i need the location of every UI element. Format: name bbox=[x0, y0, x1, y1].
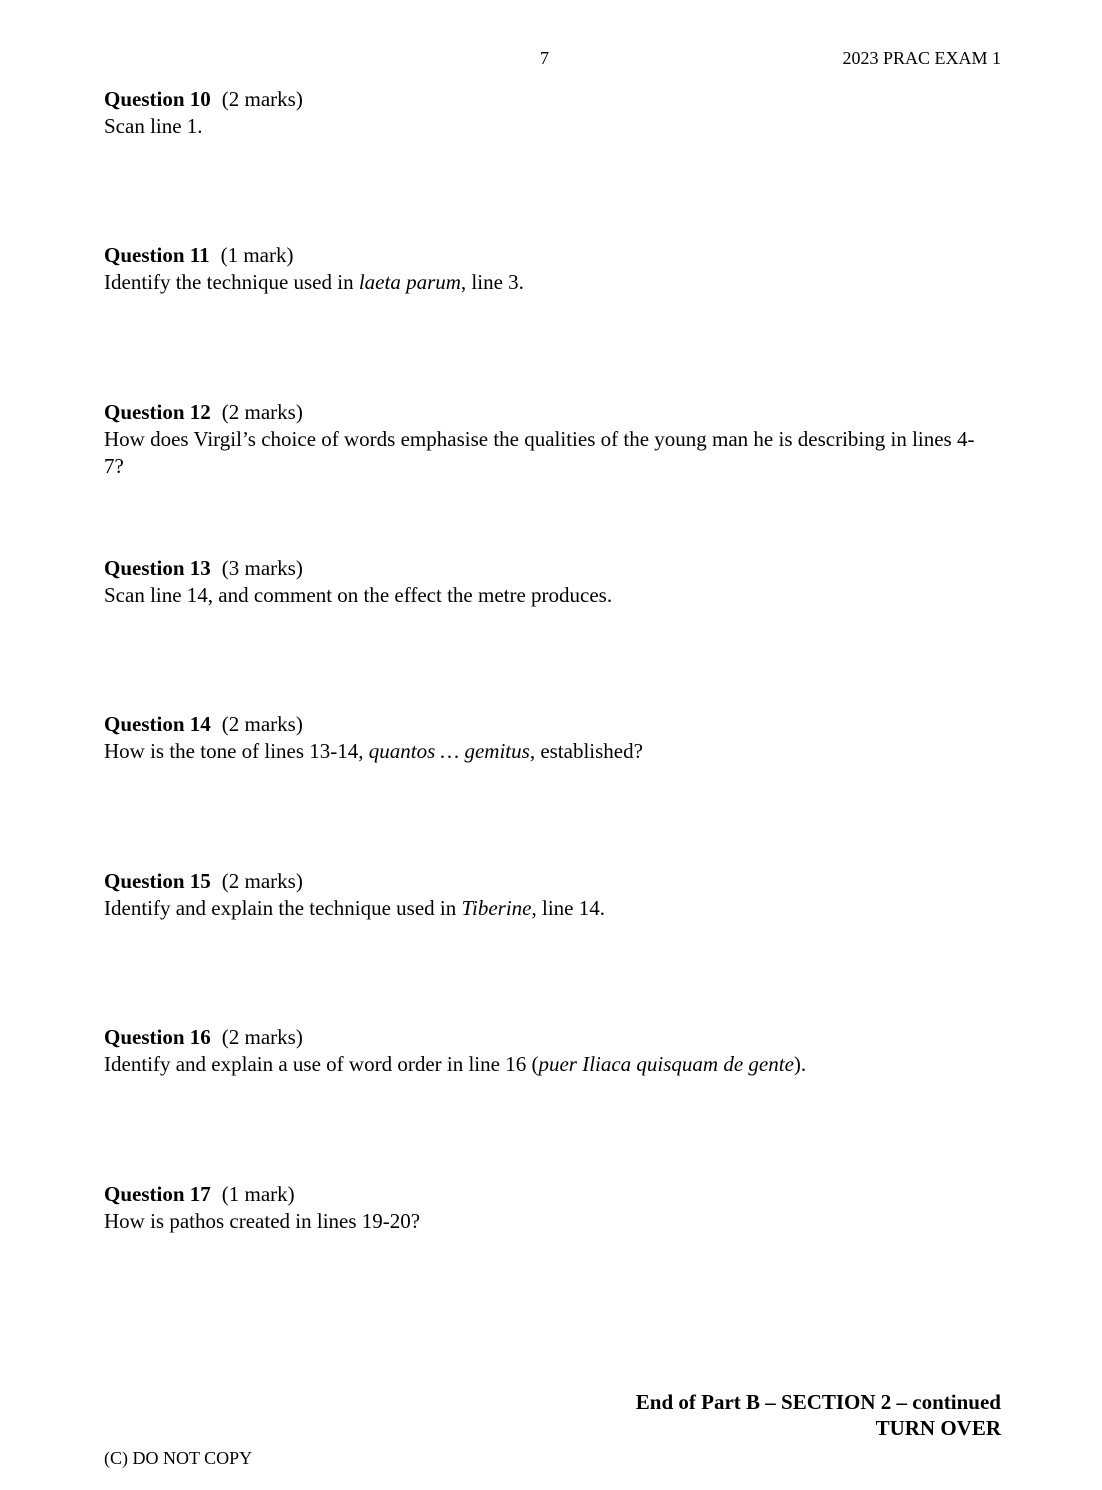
question-13 bbox=[104, 555, 984, 609]
question-heading bbox=[104, 242, 984, 269]
question-16 bbox=[104, 1024, 984, 1078]
question-marks: (3 marks) bbox=[221, 556, 303, 580]
question-heading bbox=[104, 711, 984, 738]
question-text bbox=[104, 269, 984, 296]
question-text bbox=[104, 582, 984, 609]
question-number: Question 12 bbox=[104, 400, 211, 424]
question-11 bbox=[104, 242, 984, 296]
question-text-part: , line 3. bbox=[460, 270, 524, 294]
question-number: Question 10 bbox=[104, 87, 211, 111]
copyright-notice: (C) DO NOT COPY bbox=[104, 1448, 253, 1468]
question-15 bbox=[104, 868, 984, 922]
question-10 bbox=[104, 86, 984, 140]
question-number: Question 11 bbox=[104, 243, 210, 267]
question-number: Question 13 bbox=[104, 556, 211, 580]
question-number: Question 17 bbox=[104, 1182, 211, 1206]
question-text bbox=[104, 1051, 984, 1078]
exam-title: 2023 PRAC EXAM 1 bbox=[842, 48, 1001, 68]
question-text bbox=[104, 895, 984, 922]
end-of-part-note bbox=[636, 1389, 1001, 1441]
question-text-part: , line 14. bbox=[531, 896, 605, 920]
question-text bbox=[104, 1208, 984, 1235]
question-text-part: Identify and explain a use of word order in line 16 ( bbox=[104, 1052, 539, 1076]
question-heading bbox=[104, 1024, 984, 1051]
question-12 bbox=[104, 399, 984, 480]
question-text bbox=[104, 738, 984, 765]
latin-phrase: quantos … gemitus bbox=[368, 739, 530, 763]
question-marks: (2 marks) bbox=[221, 400, 303, 424]
question-text-part: How is the tone of lines 13-14, bbox=[104, 739, 369, 763]
question-text bbox=[104, 426, 984, 480]
question-heading bbox=[104, 1181, 984, 1208]
question-text-part: , established? bbox=[529, 739, 643, 763]
question-marks: (2 marks) bbox=[221, 87, 303, 111]
question-text bbox=[104, 113, 984, 140]
question-text-part: How does Virgil’s choice of words emphasise the qualities of the young man he is describing in lines 4-7? bbox=[104, 427, 975, 478]
question-heading bbox=[104, 868, 984, 895]
latin-phrase: laeta parum bbox=[358, 270, 461, 294]
question-heading bbox=[104, 555, 984, 582]
turn-over-label: TURN OVER bbox=[875, 1416, 1001, 1440]
question-14 bbox=[104, 711, 984, 765]
question-text-part: Scan line 1. bbox=[104, 114, 203, 138]
question-marks: (2 marks) bbox=[221, 869, 303, 893]
end-of-section-label: End of Part B – SECTION 2 – continued bbox=[635, 1390, 1001, 1414]
question-marks: (2 marks) bbox=[221, 1025, 303, 1049]
question-text-part: Identify the technique used in bbox=[104, 270, 359, 294]
latin-phrase: puer Iliaca quisquam de gente bbox=[538, 1052, 794, 1076]
question-marks: (2 marks) bbox=[221, 712, 303, 736]
question-number: Question 16 bbox=[104, 1025, 211, 1049]
question-number: Question 14 bbox=[104, 712, 211, 736]
question-text-part: Identify and explain the technique used in bbox=[104, 896, 462, 920]
question-text-part: Scan line 14, and comment on the effect the metre produces. bbox=[104, 583, 613, 607]
question-text-part: ). bbox=[793, 1052, 807, 1076]
question-heading bbox=[104, 399, 984, 426]
question-number: Question 15 bbox=[104, 869, 211, 893]
question-17 bbox=[104, 1181, 984, 1235]
question-marks: (1 mark) bbox=[221, 1182, 295, 1206]
question-heading bbox=[104, 86, 984, 113]
question-marks: (1 mark) bbox=[220, 243, 294, 267]
latin-phrase: Tiberine bbox=[461, 896, 532, 920]
page-number: 7 bbox=[540, 48, 549, 68]
question-text-part: How is pathos created in lines 19-20? bbox=[104, 1209, 421, 1233]
